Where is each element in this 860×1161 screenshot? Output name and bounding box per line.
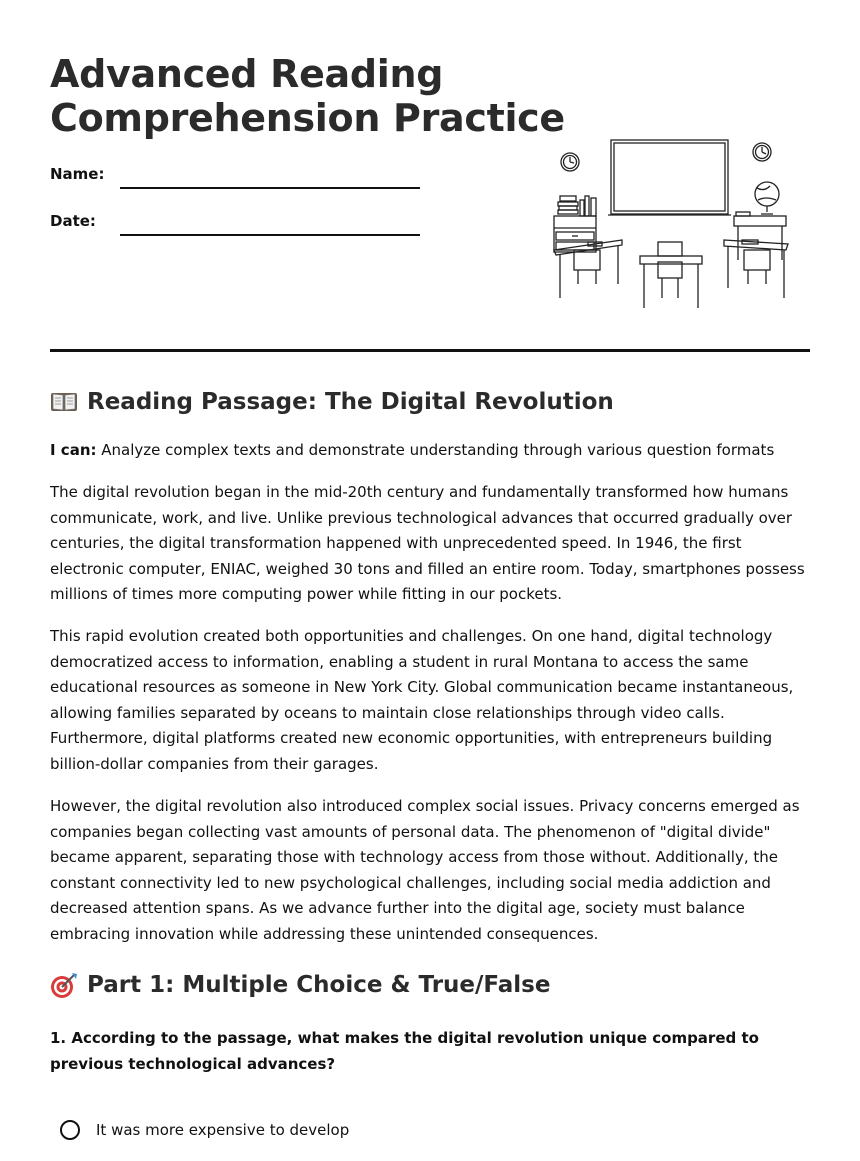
title-line-2: Comprehension Practice [50, 96, 565, 140]
title-line-1: Advanced Reading [50, 52, 444, 96]
i-can-label: I can: [50, 441, 97, 459]
date-field[interactable] [120, 234, 420, 236]
reading-passage-heading [50, 388, 614, 416]
question-1-option-a[interactable] [60, 1120, 349, 1140]
part1-heading [50, 971, 550, 999]
radio-button[interactable] [60, 1120, 80, 1140]
open-book-icon [50, 388, 78, 416]
name-field[interactable] [120, 187, 420, 189]
part1-heading-text: Part 1: Multiple Choice & True/False [87, 972, 551, 998]
target-dart-icon [50, 971, 78, 999]
i-can-text: Analyze complex texts and demonstrate understanding through various question formats [96, 441, 775, 459]
reading-passage-heading-text: Reading Passage: The Digital Revolution [87, 389, 614, 415]
passage-paragraph-3: However, the digital revolution also introduced complex social issues. Privacy concerns emerged as companies began collecting vast amounts of personal data. The phenomenon of "digital divide" became apparent, separating those with technology access from those without. Additionally, the constant connectivity led to new psychological challenges, including social media addiction and decreased attention spans. As we advance further into the digital age, society must balance embracing innovation while addressing these unintended consequences. [50, 797, 800, 943]
option-label: It was more expensive to develop [96, 1121, 350, 1139]
date-label: Date: [50, 212, 96, 230]
passage-paragraph-2: This rapid evolution created both opportunities and challenges. On one hand, digital technology democratized access to information, enabling a student in rural Montana to access the same educational resources as someone in New York City. Global communication became instantaneous, allowing families separated by oceans to maintain close relationships through video calls. Furthermore, digital platforms created new economic opportunities, with entrepreneurs building billion-dollar companies from their garages. [50, 627, 794, 773]
classroom-illustration [548, 132, 793, 314]
learning-target [50, 438, 810, 464]
name-label: Name: [50, 165, 105, 183]
question-1: 1. According to the passage, what makes the digital revolution unique compared to previous technological advances? [50, 1029, 759, 1073]
worksheet-title [50, 52, 565, 140]
header-divider [50, 349, 810, 352]
passage-paragraph-1: The digital revolution began in the mid-20th century and fundamentally transformed how humans communicate, work, and live. Unlike previous technological advances that occurred gradually over centuries, the digital transformation happened with unprecedented speed. In 1946, the first electronic computer, ENIAC, weighed 30 tons and filled an entire room. Today, smartphones possess millions of times more computing power while fitting in our pockets. [50, 483, 805, 604]
